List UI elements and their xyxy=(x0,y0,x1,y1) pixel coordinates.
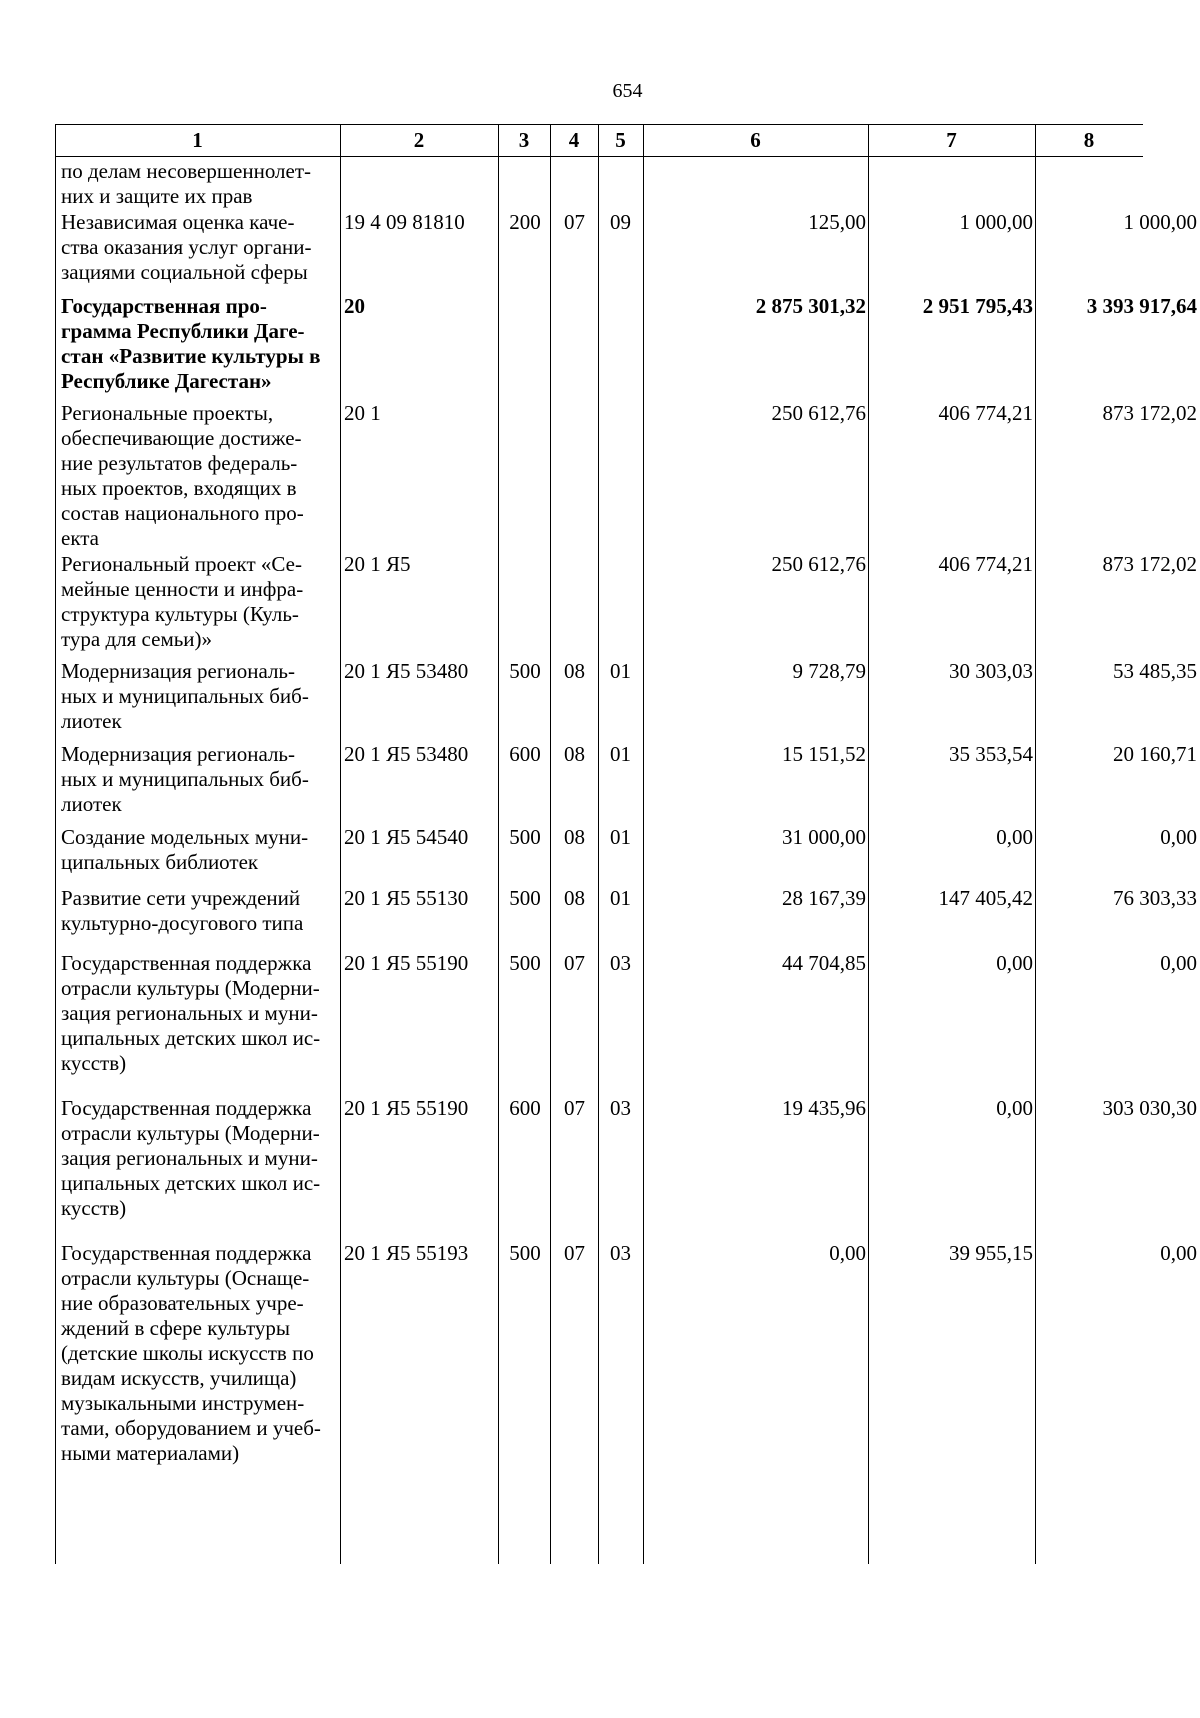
row-code: 19 4 09 81810 xyxy=(344,210,465,234)
row-value-col8: 20 160,71 xyxy=(1113,742,1197,766)
row-col5: 03 xyxy=(610,1096,631,1120)
row-value-col7: 0,00 xyxy=(996,825,1033,849)
row-value-col6: 44 704,85 xyxy=(782,951,866,975)
row-col4: 08 xyxy=(564,659,585,683)
row-name: Государственная поддержка отрасли культуры (Модерни- зация региональных и муни- ципальных детских школ ис- кусств) xyxy=(61,951,321,1075)
row-col3: 500 xyxy=(509,659,541,683)
row-value-col7: 35 353,54 xyxy=(949,742,1033,766)
row-name: Государственная про- грамма Республики Даге- стан «Развитие культуры в Республике Дагестан» xyxy=(61,294,321,393)
header-col-4: 4 xyxy=(568,128,580,152)
header-col-2: 2 xyxy=(413,128,425,152)
row-col3: 500 xyxy=(509,886,541,910)
column-border-6-7 xyxy=(868,124,869,1564)
header-col-6: 6 xyxy=(750,128,761,152)
row-name: Региональные проекты, обеспечивающие достиже- ние результатов федераль- ных проектов, входящих в состав национального про- екта xyxy=(61,401,304,550)
column-border-7-8 xyxy=(1035,124,1036,1564)
row-name: Развитие сети учреждений культурно-досугового типа xyxy=(61,886,304,935)
row-col5: 03 xyxy=(610,1241,631,1265)
column-border-left xyxy=(55,124,56,1564)
row-col4: 07 xyxy=(564,210,585,234)
row-col3: 600 xyxy=(509,1096,541,1120)
row-col4: 08 xyxy=(564,825,585,849)
row-value-col6: 19 435,96 xyxy=(782,1096,866,1120)
row-code: 20 1 Я5 53480 xyxy=(344,659,469,683)
row-value-col6: 125,00 xyxy=(808,210,866,234)
row-value-col6: 15 151,52 xyxy=(782,742,866,766)
header-col-3: 3 xyxy=(518,128,530,152)
row-value-col6: 9 728,79 xyxy=(792,659,866,683)
row-code: 20 1 Я5 55190 xyxy=(344,1096,469,1120)
row-name: Модернизация региональ- ных и муниципальных биб- лиотек xyxy=(61,659,309,733)
row-name: Модернизация региональ- ных и муниципальных биб- лиотек xyxy=(61,742,309,816)
row-value-col6: 250 612,76 xyxy=(771,552,866,576)
row-value-col8: 76 303,33 xyxy=(1113,886,1197,910)
row-name: Государственная поддержка отрасли культуры (Оснаще- ние образовательных учре- ждений в сфере культуры (детские школы искусств по видам искусств, училища) музыкальными инструмен- тами, оборудованием и учеб- ными материалами) xyxy=(61,1241,321,1465)
row-col3: 200 xyxy=(509,210,541,234)
row-col4: 08 xyxy=(564,886,585,910)
row-value-col7: 406 774,21 xyxy=(938,552,1033,576)
header-col-1: 1 xyxy=(192,128,203,152)
row-value-col8: 0,00 xyxy=(1160,951,1197,975)
row-col3: 500 xyxy=(509,1241,541,1265)
row-col3: 600 xyxy=(509,742,541,766)
row-value-col6: 31 000,00 xyxy=(782,825,866,849)
row-value-col7: 30 303,03 xyxy=(949,659,1033,683)
column-border-5-6 xyxy=(643,124,644,1564)
header-col-7: 7 xyxy=(946,128,957,152)
row-code: 20 1 Я5 55130 xyxy=(344,886,469,910)
row-value-col6: 2 875 301,32 xyxy=(755,294,866,318)
row-col4: 07 xyxy=(564,1096,585,1120)
row-col3: 500 xyxy=(509,825,541,849)
row-value-col8: 873 172,02 xyxy=(1102,401,1197,425)
row-code: 20 1 Я5 54540 xyxy=(344,825,469,849)
row-value-col6: 28 167,39 xyxy=(782,886,866,910)
row-code: 20 1 Я5 xyxy=(344,552,411,576)
header-col-8: 8 xyxy=(1083,128,1095,152)
row-value-col7: 2 951 795,43 xyxy=(922,294,1033,318)
row-value-col8: 0,00 xyxy=(1160,825,1197,849)
row-name: Региональный проект «Се- мейные ценности и инфра- структура культуры (Куль- тура для семьи)» xyxy=(61,552,304,651)
row-value-col7: 39 955,15 xyxy=(949,1241,1033,1265)
row-code: 20 1 xyxy=(344,401,381,425)
header-bottom-border xyxy=(55,156,1143,157)
row-code: 20 1 Я5 55193 xyxy=(344,1241,469,1265)
row-value-col7: 147 405,42 xyxy=(938,886,1033,910)
row-code: 20 xyxy=(344,294,365,318)
row-col4: 07 xyxy=(564,1241,585,1265)
row-value-col7: 1 000,00 xyxy=(959,210,1033,234)
row-value-col8: 53 485,35 xyxy=(1113,659,1197,683)
row-col5: 09 xyxy=(610,210,631,234)
row-value-col6: 0,00 xyxy=(829,1241,866,1265)
row-col5: 03 xyxy=(610,951,631,975)
header-col-5: 5 xyxy=(615,128,626,152)
row-value-col7: 0,00 xyxy=(996,1096,1033,1120)
row-value-col7: 0,00 xyxy=(996,951,1033,975)
row-code: 20 1 Я5 53480 xyxy=(344,742,469,766)
row-name: Государственная поддержка отрасли культуры (Модерни- зация региональных и муни- ципальных детских школ ис- кусств) xyxy=(61,1096,321,1220)
row-code: 20 1 Я5 55190 xyxy=(344,951,469,975)
row-col5: 01 xyxy=(610,742,631,766)
row-name: Создание модельных муни- ципальных библиотек xyxy=(61,825,309,874)
row-value-col8: 303 030,30 xyxy=(1102,1096,1197,1120)
row-value-col8: 1 000,00 xyxy=(1123,210,1197,234)
row-value-col6: 250 612,76 xyxy=(771,401,866,425)
row-value-col8: 873 172,02 xyxy=(1102,552,1197,576)
row-value-col8: 3 393 917,64 xyxy=(1086,294,1197,318)
row-col4: 08 xyxy=(564,742,585,766)
row-col5: 01 xyxy=(610,659,631,683)
page-number: 654 xyxy=(612,80,643,102)
column-border-1-2 xyxy=(340,124,341,1564)
row-col5: 01 xyxy=(610,886,631,910)
row-col5: 01 xyxy=(610,825,631,849)
row-value-col7: 406 774,21 xyxy=(938,401,1033,425)
column-border-2-3 xyxy=(498,124,499,1564)
row-name: по делам несовершеннолет- них и защите их прав xyxy=(61,159,312,208)
row-value-col8: 0,00 xyxy=(1160,1241,1197,1265)
budget-table xyxy=(55,124,1197,1564)
row-col4: 07 xyxy=(564,951,585,975)
row-name: Независимая оценка каче- ства оказания услуг органи- зациями социальной сферы xyxy=(61,210,312,284)
row-col3: 500 xyxy=(509,951,541,975)
